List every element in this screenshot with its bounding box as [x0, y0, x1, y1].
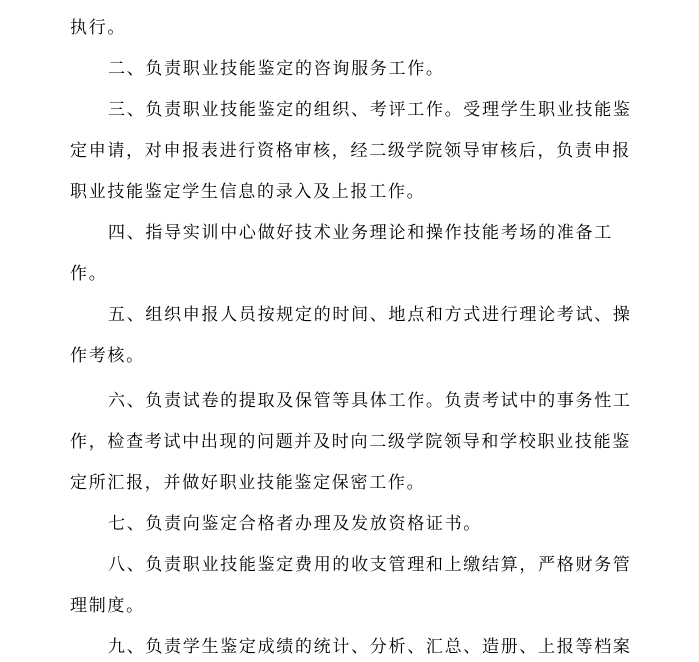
text-line-8: 五、组织申报人员按规定的时间、地点和方式进行理论考试、操 — [108, 305, 632, 325]
text-line-5: 职业技能鉴定学生信息的录入及上报工作。 — [70, 182, 426, 202]
text-line-12: 定所汇报，并做好职业技能鉴定保密工作。 — [70, 473, 426, 493]
text-line-3: 三、负责职业技能鉴定的组织、考评工作。受理学生职业技能鉴 — [108, 100, 632, 120]
text-line-4: 定申请，对申报表进行资格审核，经二级学院领导审核后，负责申报 — [70, 141, 631, 161]
text-line-16: 九、负责学生鉴定成绩的统计、分析、汇总、造册、上报等档案 — [108, 637, 632, 657]
text-line-7: 作。 — [70, 264, 108, 284]
text-line-9: 作考核。 — [70, 346, 145, 366]
text-line-10: 六、负责试卷的提取及保管等具体工作。负责考试中的事务性工 — [108, 391, 632, 411]
text-line-14: 八、负责职业技能鉴定费用的收支管理和上缴结算，严格财务管 — [108, 555, 632, 575]
text-line-11: 作，检查考试中出现的问题并及时向二级学院领导和学校职业技能鉴 — [70, 432, 631, 452]
text-line-6: 四、指导实训中心做好技术业务理论和操作技能考场的准备工 — [108, 223, 613, 243]
text-line-2: 二、负责职业技能鉴定的咨询服务工作。 — [108, 59, 445, 79]
text-line-13: 七、负责向鉴定合格者办理及发放资格证书。 — [108, 514, 482, 534]
text-line-15: 理制度。 — [70, 596, 145, 616]
text-line-1: 执行。 — [70, 18, 127, 38]
